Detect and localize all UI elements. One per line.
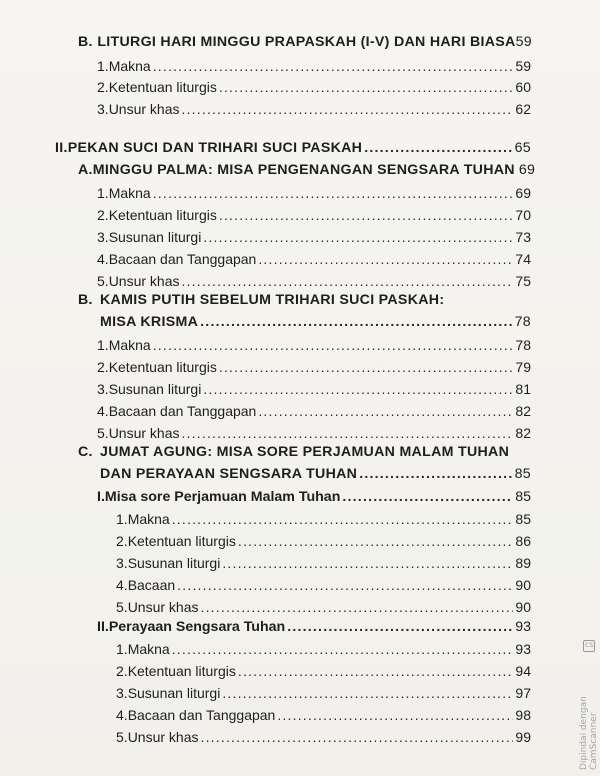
toc-page-number: 94 [515, 663, 531, 679]
toc-leader-dots [258, 402, 513, 420]
toc-page-number: 85 [514, 466, 531, 482]
toc-page-number: 82 [515, 425, 531, 441]
toc-entry-number: 5. [116, 599, 128, 615]
toc-entry-title: Susunan liturgi [127, 555, 221, 571]
toc-entry-title: DAN PERAYAAN SENGSARA TUHAN [100, 466, 358, 482]
toc-page-number: 69 [518, 162, 536, 178]
toc-entry-title: PEKAN SUCI DAN TRIHARI SUCI PASKAH [67, 140, 363, 156]
toc-entry-number: 3. [97, 381, 109, 397]
toc-entry-number: I. [97, 489, 105, 505]
toc-entry-number: 3. [97, 229, 109, 245]
toc-entry [78, 443, 531, 461]
toc-entry-title: KAMIS PUTIH SEBELUM TRIHARI SUCI PASKAH: [100, 292, 445, 308]
toc-entry-title: Bacaan dan Tanggapan [127, 707, 276, 723]
toc-entry [97, 380, 531, 398]
toc-leader-dots [200, 313, 512, 331]
toc-entry-number: II. [97, 619, 109, 635]
toc-entry [97, 272, 531, 290]
toc-leader-dots [153, 57, 514, 75]
toc-entry-number: 5. [97, 425, 109, 441]
toc-leader-dots [182, 100, 514, 118]
toc-entry-number: 4. [97, 251, 109, 267]
toc-entry [97, 618, 531, 636]
toc-entry-title: Makna [108, 337, 151, 353]
toc-entry [97, 358, 531, 376]
toc-entry [97, 336, 531, 354]
toc-entry [97, 424, 531, 442]
toc-page-number: 81 [515, 381, 531, 397]
toc-entry [97, 206, 531, 224]
toc-page-number: 85 [515, 489, 531, 505]
toc-entry [116, 554, 531, 572]
toc-leader-dots [153, 184, 514, 202]
toc-entry-number: B. [78, 34, 93, 50]
toc-page-number: 74 [515, 251, 531, 267]
toc-entry-title: JUMAT AGUNG: MISA SORE PERJAMUAN MALAM TUHAN [100, 444, 510, 460]
toc-page-number: 78 [514, 314, 531, 330]
toc-entry [78, 33, 532, 51]
toc-page-number: 90 [515, 599, 531, 615]
toc-entry-title: Ketentuan liturgis [108, 359, 217, 375]
toc-entry-title: Unsur khas [127, 599, 199, 615]
toc-leader-dots [222, 554, 513, 572]
toc-entry-title: Unsur khas [108, 101, 180, 117]
toc-entry [78, 161, 536, 179]
toc-entry [97, 228, 531, 246]
toc-entry [100, 465, 531, 483]
toc-entry-number: 4. [116, 707, 128, 723]
toc-entry-number: 3. [97, 101, 109, 117]
toc-entry-number: 1. [97, 337, 109, 353]
toc-entry [116, 706, 531, 724]
toc-entry-number: 2. [116, 663, 128, 679]
toc-entry-title: Ketentuan liturgis [127, 663, 236, 679]
toc-entry-title: Makna [108, 185, 151, 201]
toc-entry-title: Bacaan [127, 577, 176, 593]
toc-entry-number: 2. [97, 79, 109, 95]
toc-entry-number: C. [78, 444, 93, 460]
toc-entry [97, 78, 531, 96]
toc-entry [97, 250, 531, 268]
toc-entry-number: B. [78, 292, 93, 308]
toc-entry [116, 728, 531, 746]
toc-entry [97, 488, 531, 506]
toc-entry-number: 1. [97, 185, 109, 201]
toc-page-number: 59 [515, 58, 531, 74]
toc-entry-title: Susunan liturgi [108, 381, 202, 397]
toc-entry-number: 2. [116, 533, 128, 549]
toc-entry [97, 402, 531, 420]
toc-leader-dots [364, 139, 512, 157]
toc-entry-number: 5. [97, 273, 109, 289]
toc-entry [116, 684, 531, 702]
toc-entry-number: 4. [116, 577, 128, 593]
toc-entry-title: Susunan liturgi [108, 229, 202, 245]
toc-page-number: 98 [515, 707, 531, 723]
toc-entry [55, 139, 531, 157]
toc-leader-dots [172, 510, 514, 528]
toc-entry-number: 5. [116, 729, 128, 745]
toc-entry-title: Misa sore Perjamuan Malam Tuhan [104, 489, 341, 505]
toc-entry-title: Unsur khas [108, 425, 180, 441]
toc-leader-dots [219, 358, 514, 376]
toc-entry-title: MISA KRISMA [100, 314, 199, 330]
toc-leader-dots [201, 598, 514, 616]
toc-entry [97, 57, 531, 75]
toc-entry-number: II. [55, 140, 68, 156]
toc-entry-title: Bacaan dan Tanggapan [108, 251, 257, 267]
toc-leader-dots [219, 206, 514, 224]
toc-leader-dots [177, 576, 513, 594]
toc-entry-number: 1. [97, 58, 109, 74]
toc-entry-title: Unsur khas [127, 729, 199, 745]
toc-entry [97, 184, 531, 202]
toc-leader-dots [219, 78, 514, 96]
toc-entry-title: Bacaan dan Tanggapan [108, 403, 257, 419]
toc-entry-number: 4. [97, 403, 109, 419]
toc-page-number: 89 [515, 555, 531, 571]
toc-page-number: 73 [515, 229, 531, 245]
toc-leader-dots [342, 488, 513, 506]
toc-page-number: 65 [514, 140, 531, 156]
toc-entry [116, 598, 531, 616]
toc-leader-dots [238, 532, 514, 550]
toc-entry-title: Perayaan Sengsara Tuhan [108, 619, 286, 635]
toc-leader-dots [222, 684, 513, 702]
toc-entry-title: Susunan liturgi [127, 685, 221, 701]
toc-leader-dots [153, 336, 514, 354]
scanner-watermark [579, 640, 599, 770]
toc-page-number: 79 [515, 359, 531, 375]
toc-leader-dots [258, 250, 513, 268]
toc-page-number: 59 [515, 34, 532, 50]
toc-leader-dots [172, 640, 514, 658]
toc-leader-dots [203, 380, 513, 398]
toc-leader-dots [203, 228, 513, 246]
toc-entry-number: 2. [97, 207, 109, 223]
toc-entry [97, 100, 531, 118]
toc-page-number: 60 [515, 79, 531, 95]
toc-page-number: 75 [515, 273, 531, 289]
toc-entry-number: 1. [116, 641, 128, 657]
toc-entry [116, 532, 531, 550]
toc-page-number: 82 [515, 403, 531, 419]
toc-entry [78, 291, 531, 309]
toc-page-number: 69 [515, 185, 531, 201]
toc-entry [116, 510, 531, 528]
toc-leader-dots [182, 424, 514, 442]
toc-leader-dots [287, 618, 513, 636]
toc-page-number: 62 [515, 101, 531, 117]
toc-entry-title: Ketentuan liturgis [127, 533, 236, 549]
toc-page-number: 93 [515, 619, 531, 635]
toc-entry-title: Ketentuan liturgis [108, 79, 217, 95]
toc-page-number: 86 [515, 533, 531, 549]
toc-entry-title: Makna [127, 641, 170, 657]
toc-entry-title: Ketentuan liturgis [108, 207, 217, 223]
toc-page-number: 85 [515, 511, 531, 527]
toc-leader-dots [201, 728, 514, 746]
toc-entry-title: LITURGI HARI MINGGU PRAPASKAH (I-V) DAN HARI BIASA [97, 34, 516, 50]
toc-entry [116, 640, 531, 658]
toc-leader-dots [359, 465, 512, 483]
scanner-watermark-text: Dipindai dengan CamScanner [579, 696, 599, 770]
toc-entry-title: Makna [127, 511, 170, 527]
toc-entry-number: A. [78, 162, 93, 178]
camscanner-icon: CS [583, 640, 595, 652]
toc-entry-number: 3. [116, 555, 128, 571]
toc-entry [116, 576, 531, 594]
toc-page-number: 78 [515, 337, 531, 353]
toc-page-number: 70 [515, 207, 531, 223]
toc-page-number: 97 [515, 685, 531, 701]
toc-entry-number: 3. [116, 685, 128, 701]
toc-page-number: 99 [515, 729, 531, 745]
toc-leader-dots [182, 272, 514, 290]
toc-entry-title: Makna [108, 58, 151, 74]
toc-entry-title: MINGGU PALMA: MISA PENGENANGAN SENGSARA TUHAN [92, 162, 515, 178]
toc-page-number: 93 [515, 641, 531, 657]
toc-leader-dots [277, 706, 513, 724]
toc-entry [116, 662, 531, 680]
toc-entry-title: Unsur khas [108, 273, 180, 289]
toc-entry-number: 2. [97, 359, 109, 375]
toc-leader-dots [238, 662, 514, 680]
toc-entry-number: 1. [116, 511, 128, 527]
toc-entry [100, 313, 531, 331]
toc-page-number: 90 [515, 577, 531, 593]
